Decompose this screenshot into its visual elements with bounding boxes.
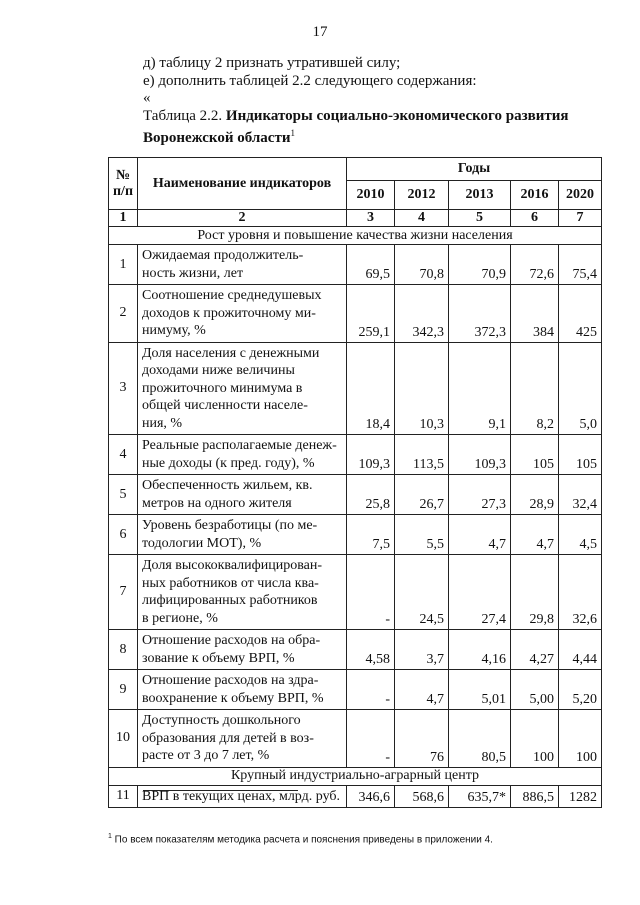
header-row-1 (109, 158, 602, 181)
indicator-name (138, 785, 347, 808)
indicator-name-line: общей численности населе- (142, 398, 308, 413)
intro-line-e: е) дополнить таблицей 2.2 следующего содержания: (143, 72, 477, 89)
page-number: 17 (312, 24, 328, 40)
indicator-value: 8,2 (511, 342, 559, 435)
indicator-value: 1282 (559, 785, 602, 808)
indicator-name (138, 555, 347, 630)
row-number: 1 (109, 245, 138, 285)
indicator-name-line: Реальные располагаемые денеж- (142, 438, 337, 453)
indicator-value: 29,8 (511, 555, 559, 630)
table-row (109, 785, 602, 808)
opening-quote: « (143, 90, 151, 106)
column-index: 7 (559, 210, 602, 227)
indicator-name (138, 475, 347, 515)
indicator-value: 4,44 (559, 630, 602, 670)
indicator-value: - (347, 710, 395, 768)
section-row-industrial-center (109, 767, 602, 785)
indicator-value: 24,5 (395, 555, 449, 630)
indicator-value: 4,58 (347, 630, 395, 670)
indicator-value: 886,5 (511, 785, 559, 808)
indicator-value: 372,3 (449, 285, 511, 343)
header-year: 2016 (511, 181, 559, 210)
indicator-name-line: Обеспеченность жильем, кв. (142, 478, 313, 493)
indicator-value: 109,3 (347, 435, 395, 475)
indicator-name-line: образования для детей в воз- (142, 730, 314, 746)
indicator-value: 259,1 (347, 285, 395, 343)
row-number: 9 (109, 670, 138, 710)
indicator-name-line: расте от 3 до 7 лет, % (142, 748, 270, 763)
indicator-name-line: Отношение расходов на обра- (142, 633, 321, 648)
indicator-value: 109,3 (449, 435, 511, 475)
indicator-name-line: метров на одного жителя (142, 495, 292, 511)
indicator-name (138, 710, 347, 768)
indicator-value: - (347, 670, 395, 710)
indicator-value: 9,1 (449, 342, 511, 435)
row-number: 3 (109, 342, 138, 435)
footnote-mark: 1 (108, 833, 112, 840)
indicator-value: 4,16 (449, 630, 511, 670)
header-name: Наименование индикаторов (138, 158, 347, 210)
indicator-name-line: ность жизни, лет (142, 265, 244, 281)
indicator-name-line: Доступность дошкольного (142, 713, 301, 728)
table-row (109, 475, 602, 515)
indicator-value: 4,7 (449, 515, 511, 555)
indicator-name-line: Ожидаемая продолжитель- (142, 248, 304, 263)
indicator-value: 18,4 (347, 342, 395, 435)
section-title: Рост уровня и повышение качества жизни населения (109, 227, 602, 245)
indicator-value: 27,4 (449, 555, 511, 630)
table-caption (143, 108, 613, 148)
footnote (108, 833, 493, 845)
table-row (109, 515, 602, 555)
table-row (109, 670, 602, 710)
table-row (109, 710, 602, 768)
row-number: 10 (109, 710, 138, 768)
indicator-value: 27,3 (449, 475, 511, 515)
row-number: 8 (109, 630, 138, 670)
indicator-name-line: ные доходы (к пред. году), % (142, 455, 315, 471)
caption-footnote-ref: 1 (290, 128, 295, 138)
indicator-value: 80,5 (449, 710, 511, 768)
indicator-value: 10,3 (395, 342, 449, 435)
indicator-value: 342,3 (395, 285, 449, 343)
indicator-value: 100 (559, 710, 602, 768)
row-number: 4 (109, 435, 138, 475)
indicator-value: 32,4 (559, 475, 602, 515)
indicator-value: 69,5 (347, 245, 395, 285)
indicator-value: 26,7 (395, 475, 449, 515)
indicator-value: - (347, 555, 395, 630)
indicator-value: 105 (559, 435, 602, 475)
indicator-name-line: Доля высококвалифицирован- (142, 558, 322, 573)
row-number: 6 (109, 515, 138, 555)
indicator-name-line: ния, % (142, 415, 183, 431)
indicator-value: 100 (511, 710, 559, 768)
indicator-name-line: нимуму, % (142, 323, 206, 338)
indicator-value: 4,27 (511, 630, 559, 670)
indicator-value: 70,9 (449, 245, 511, 285)
indicator-value: 113,5 (395, 435, 449, 475)
table-row (109, 630, 602, 670)
indicator-value: 5,5 (395, 515, 449, 555)
header-year: 2020 (559, 181, 602, 210)
indicator-value: 5,00 (511, 670, 559, 710)
row-number: 7 (109, 555, 138, 630)
caption-title: Индикаторы социально-экономического развития Воронежской области (143, 107, 569, 146)
indicator-value: 105 (511, 435, 559, 475)
column-index: 4 (395, 210, 449, 227)
table-row (109, 342, 602, 435)
indicators-table (108, 157, 602, 808)
indicator-name (138, 342, 347, 435)
indicator-name-line: Уровень безработицы (по ме- (142, 518, 318, 533)
table-row (109, 435, 602, 475)
indicator-name-line: воохранение к объему ВРП, % (142, 690, 324, 706)
indicator-name-line: ВРП в текущих ценах, млрд. руб. (142, 788, 341, 804)
header-year: 2013 (449, 181, 511, 210)
indicator-name-line: доходами ниже величины (142, 363, 295, 378)
indicator-value: 346,6 (347, 785, 395, 808)
header-num: № п/п (109, 158, 138, 210)
indicator-value: 76 (395, 710, 449, 768)
indicator-value: 4,7 (511, 515, 559, 555)
section-row-quality-of-life (109, 227, 602, 245)
footnote-text: По всем показателям методика расчета и пояснения приведены в приложении 4. (111, 834, 493, 846)
column-index: 6 (511, 210, 559, 227)
indicator-value: 384 (511, 285, 559, 343)
indicator-value: 635,7* (449, 785, 511, 808)
indicator-value: 425 (559, 285, 602, 343)
table-row (109, 555, 602, 630)
indicator-name-line: лифицированных работников (142, 593, 318, 608)
indicator-name-line: в регионе, % (142, 610, 218, 626)
indicator-name-line: прожиточного минимума в (142, 380, 303, 396)
column-index: 2 (138, 210, 347, 227)
indicator-name (138, 515, 347, 555)
indicator-value: 75,4 (559, 245, 602, 285)
indicator-value: 28,9 (511, 475, 559, 515)
caption-prefix: Таблица 2.2. (143, 107, 226, 124)
indicator-name-line: тодологии МОТ), % (142, 535, 262, 551)
indicator-value: 25,8 (347, 475, 395, 515)
indicator-name-line: зование к объему ВРП, % (142, 650, 295, 666)
table-row (109, 245, 602, 285)
indicator-value: 5,01 (449, 670, 511, 710)
column-index: 1 (109, 210, 138, 227)
indicator-value: 70,8 (395, 245, 449, 285)
indicator-value: 7,5 (347, 515, 395, 555)
indicator-name-line: Соотношение среднедушевых (142, 288, 322, 303)
section-title: Крупный индустриально-аграрный центр (109, 767, 602, 785)
header-year: 2012 (395, 181, 449, 210)
row-number: 2 (109, 285, 138, 343)
indicator-name (138, 630, 347, 670)
indicator-name-line: Отношение расходов на здра- (142, 673, 319, 688)
indicator-value: 568,6 (395, 785, 449, 808)
table-row (109, 285, 602, 343)
indicator-value: 4,7 (395, 670, 449, 710)
indicator-name-line: доходов к прожиточному ми- (142, 305, 316, 321)
column-index-row (109, 210, 602, 227)
indicator-name (138, 670, 347, 710)
row-number: 11 (109, 785, 138, 808)
indicator-value: 4,5 (559, 515, 602, 555)
indicator-name-line: ных работников от числа ква- (142, 575, 319, 591)
header-year: 2010 (347, 181, 395, 210)
indicator-value: 5,0 (559, 342, 602, 435)
header-years: Годы (347, 158, 602, 181)
row-number: 5 (109, 475, 138, 515)
indicator-value: 3,7 (395, 630, 449, 670)
indicator-name (138, 245, 347, 285)
footnote-divider (143, 790, 298, 791)
indicator-name (138, 285, 347, 343)
column-index: 3 (347, 210, 395, 227)
indicator-name-line: Доля населения с денежными (142, 345, 320, 361)
intro-line-d: д) таблицу 2 признать утратившей силу; (143, 55, 401, 71)
indicator-value: 5,20 (559, 670, 602, 710)
column-index: 5 (449, 210, 511, 227)
indicator-value: 32,6 (559, 555, 602, 630)
indicator-name (138, 435, 347, 475)
indicator-value: 72,6 (511, 245, 559, 285)
intro-text (143, 55, 613, 148)
